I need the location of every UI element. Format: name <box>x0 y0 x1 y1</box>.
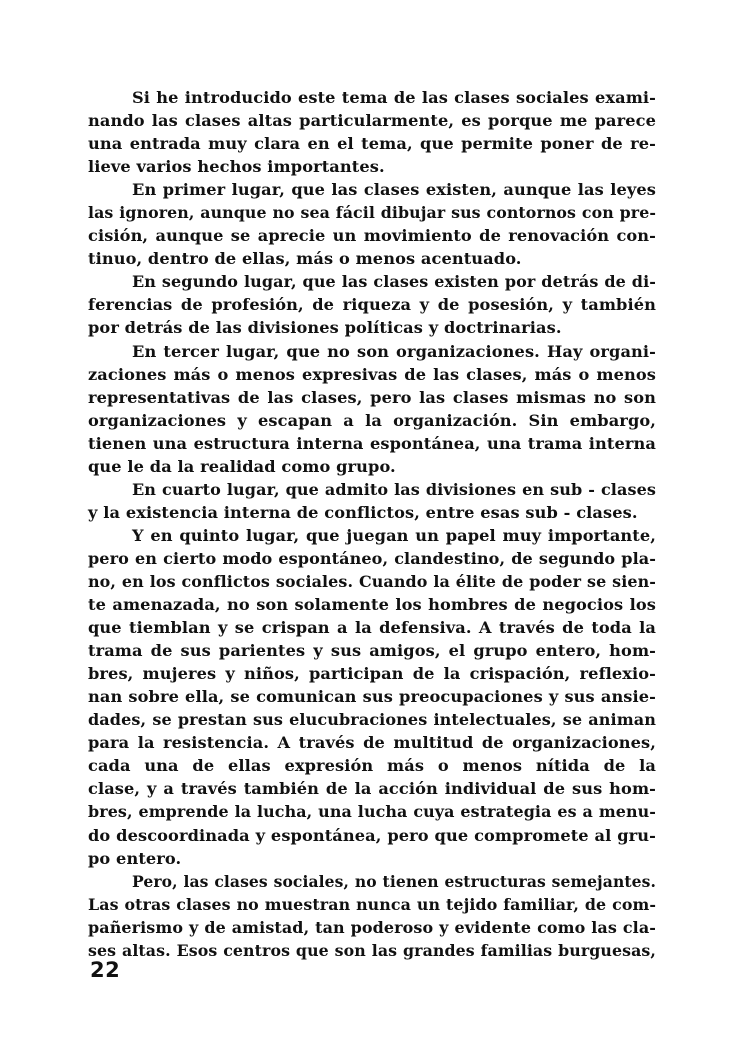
text-line: para la resistencia. A través de multitud de organizaciones, <box>88 733 656 753</box>
text-line: y la existencia interna de conflictos, entre esas sub - clases. <box>88 502 638 522</box>
text-line: pero en cierto modo espontáneo, clandestino, de segundo pla- <box>88 548 656 568</box>
text-line: no, en los conflictos sociales. Cuando la élite de poder se sien- <box>88 571 656 591</box>
text-line: lieve varios hechos importantes. <box>88 157 385 177</box>
text-line: nan sobre ella, se comunican sus preocupaciones y sus ansie- <box>88 687 656 707</box>
text-line: En primer lugar, que las clases existen, aunque las leyes <box>132 180 656 200</box>
text-line: las ignoren, aunque no sea fácil dibujar sus contornos con pre- <box>88 203 656 223</box>
text-line: bres, emprende la lucha, una lucha cuya estrategia es a menu- <box>88 802 656 822</box>
paragraph <box>88 870 656 962</box>
text-line: ferencias de profesión, de riqueza y de posesión, y también <box>88 295 656 315</box>
text-line: ses altas. Esos centros que son las grandes familias burguesas, <box>88 940 656 960</box>
text-line: cada una de ellas expresión más o menos nítida de la <box>88 756 656 776</box>
text-line: te amenazada, no son solamente los hombres de negocios los <box>88 595 656 615</box>
text-line: una entrada muy clara en el tema, que permite poner de re- <box>88 134 656 154</box>
text-line: Las otras clases no muestran nunca un tejido familiar, de com- <box>88 894 656 914</box>
text-line: Pero, las clases sociales, no tienen estructuras semejantes. <box>132 871 656 891</box>
text-line: trama de sus parientes y sus amigos, el grupo entero, hom- <box>88 641 656 661</box>
text-line: En cuarto lugar, que admito las divisiones en sub - clases <box>132 479 656 499</box>
page-number: 22 <box>90 958 121 982</box>
text-line: En tercer lugar, que no son organizaciones. Hay organi- <box>132 341 656 361</box>
paragraph <box>88 478 656 524</box>
text-line: que tiemblan y se crispan a la defensiva. A través de toda la <box>88 618 656 638</box>
paragraph <box>88 524 656 870</box>
text-line: bres, mujeres y niños, participan de la crispación, reflexio- <box>88 664 656 684</box>
paragraph <box>88 86 656 178</box>
text-line: representativas de las clases, pero las clases mismas no son <box>88 387 656 407</box>
text-line: clase, y a través también de la acción individual de sus hom- <box>88 779 656 799</box>
text-line: organizaciones y escapan a la organización. Sin embargo, <box>88 410 656 430</box>
text-line: que le da la realidad como grupo. <box>88 456 396 476</box>
text-line: zaciones más o menos expresivas de las clases, más o menos <box>88 364 656 384</box>
paragraph <box>88 340 656 478</box>
text-line: po entero. <box>88 848 182 868</box>
body-text <box>88 86 656 962</box>
text-line: tienen una estructura interna espontánea, una trama interna <box>88 433 656 453</box>
text-line: nando las clases altas particularmente, es porque me parece <box>88 111 656 131</box>
paragraph <box>88 270 656 339</box>
text-line: cisión, aunque se aprecie un movimiento de renovación con- <box>88 226 656 246</box>
text-line: Y en quinto lugar, que juegan un papel muy importante, <box>132 525 656 545</box>
text-line: Si he introducido este tema de las clases sociales exami- <box>132 88 656 107</box>
paragraph <box>88 178 656 270</box>
text-line: En segundo lugar, que las clases existen por detrás de di- <box>132 272 656 292</box>
text-line: do descoordinada y espontánea, pero que compromete al gru- <box>88 825 656 845</box>
text-line: tinuo, dentro de ellas, más o menos acentuado. <box>88 249 522 269</box>
text-line: dades, se prestan sus elucubraciones intelectuales, se animan <box>88 710 656 730</box>
text-line: por detrás de las divisiones políticas y doctrinarias. <box>88 318 562 338</box>
text-line: pañerismo y de amistad, tan poderoso y evidente como las cla- <box>88 917 656 937</box>
